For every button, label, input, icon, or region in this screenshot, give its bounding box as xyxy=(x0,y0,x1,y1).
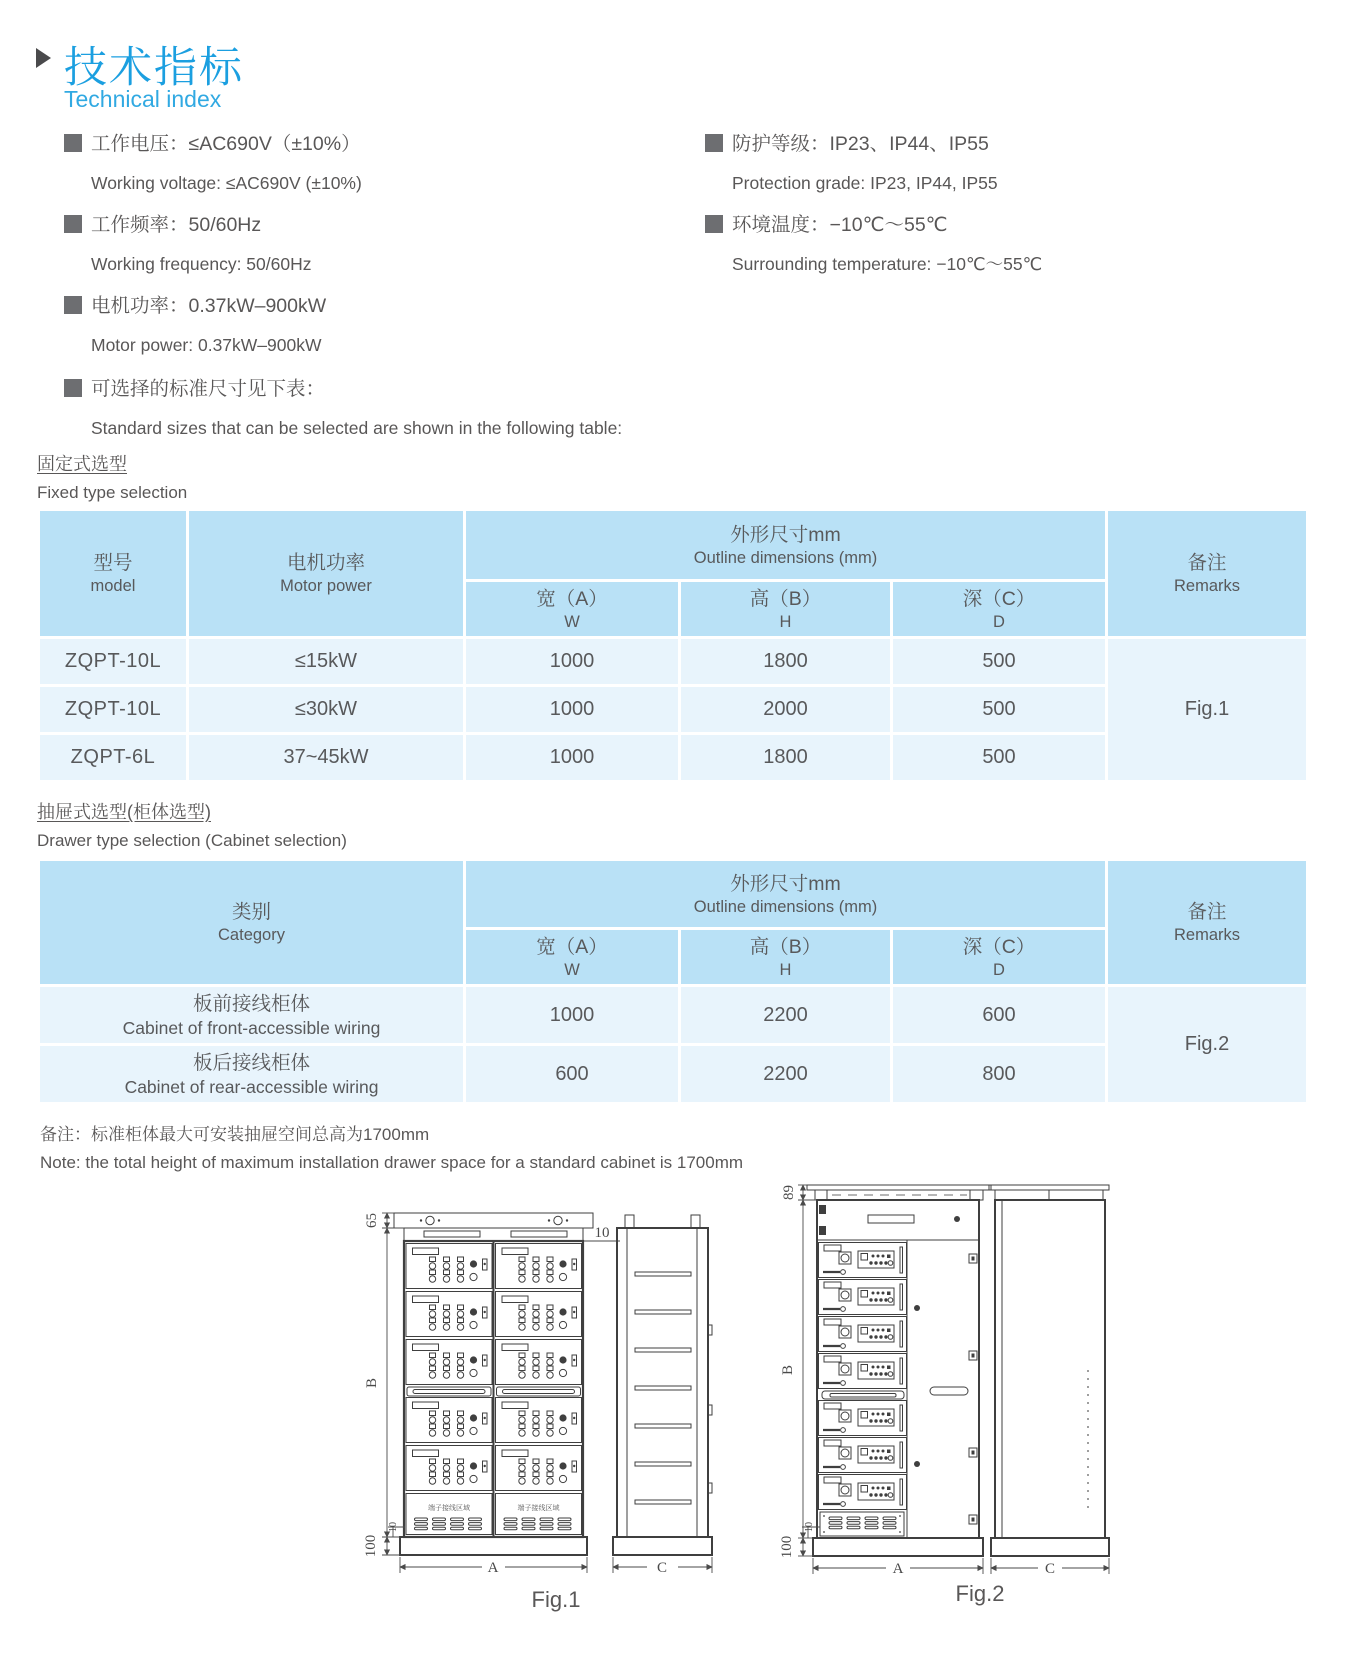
header-zh: 备注 xyxy=(1187,901,1227,923)
square-bullet-icon xyxy=(64,296,82,314)
square-bullet-icon xyxy=(64,379,82,397)
col-header-outline-dimensions xyxy=(466,511,1105,579)
section-drawer-type xyxy=(37,798,347,851)
fig2-dim-plinth-label: 100 xyxy=(779,1535,795,1559)
header-zh: 外形尺寸mm xyxy=(730,872,841,895)
spec-zh: 电机功率：0.37kW–900kW xyxy=(91,295,327,317)
header-en: H xyxy=(779,960,792,979)
width-cell: 1000 xyxy=(466,987,678,1043)
spec-working-voltage xyxy=(64,131,664,195)
fig1-dim-width-label: A xyxy=(487,1560,499,1576)
spec-list-right xyxy=(705,131,1325,293)
col-header-height xyxy=(681,930,890,984)
col-header-remarks xyxy=(1108,511,1306,636)
header-en: W xyxy=(564,960,580,979)
height-cell: 1800 xyxy=(681,639,890,684)
fig1-side-view xyxy=(613,1215,712,1555)
spec-motor-power xyxy=(64,293,664,357)
square-bullet-icon xyxy=(705,215,723,233)
header-zh: 型号 xyxy=(93,552,133,574)
fig2-dim-height-label: B xyxy=(780,1364,796,1376)
spec-list-left xyxy=(64,131,664,374)
header-en: Remarks xyxy=(1173,577,1240,595)
header-zh: 宽（A） xyxy=(536,935,608,958)
spec-surrounding-temperature xyxy=(705,212,1325,276)
header-zh: 高（B） xyxy=(749,587,822,610)
remark-cell: Fig.1 xyxy=(1108,639,1306,780)
depth-cell: 500 xyxy=(893,639,1105,684)
spec-en: Working frequency: 50/60Hz xyxy=(91,254,312,274)
fig1-dim-gap-label: 10 xyxy=(388,1522,399,1532)
spec-working-frequency xyxy=(64,212,664,276)
spec-en: Motor power: 0.37kW–900kW xyxy=(91,335,322,355)
header-en: D xyxy=(993,612,1005,631)
model-cell: ZQPT-6L xyxy=(40,735,186,780)
category-zh: 板前接线柜体 xyxy=(192,992,310,1015)
col-header-height xyxy=(681,582,890,636)
header-en: model xyxy=(90,577,136,595)
fig1-dim-plinth-label: 100 xyxy=(363,1534,379,1558)
fig1-dim-topright-label: 10 xyxy=(594,1225,610,1241)
table-row xyxy=(40,639,1306,684)
section-label-en: Fixed type selection xyxy=(37,483,188,502)
intro-zh: 可选择的标准尺寸见下表： xyxy=(91,378,326,400)
spec-en: Protection grade: IP23, IP44, IP55 xyxy=(732,173,998,193)
power-cell: ≤30kW xyxy=(189,687,463,732)
cabinet-drawings: 端子接线区域 65 B 10 100 10 A C Fig.1 89 B 10 100 A C Fig.2 xyxy=(330,1175,1120,1620)
category-en: Cabinet of rear-accessible wiring xyxy=(124,1076,379,1097)
height-cell: 1800 xyxy=(681,735,890,780)
section-label-en: Drawer type selection (Cabinet selection) xyxy=(37,831,347,850)
depth-cell: 600 xyxy=(893,987,1105,1043)
fig2-dim-gap-label: 10 xyxy=(804,1522,815,1532)
square-bullet-icon xyxy=(64,215,82,233)
square-bullet-icon xyxy=(705,134,723,152)
col-header-category xyxy=(40,861,463,984)
height-cell: 2200 xyxy=(681,1046,890,1102)
col-header-width xyxy=(466,930,678,984)
fig1-dim-cap-label: 65 xyxy=(364,1213,380,1228)
width-cell: 1000 xyxy=(466,687,678,732)
header-en: H xyxy=(779,612,792,631)
fixed-type-table xyxy=(37,508,1309,783)
section-label-zh: 抽屉式选型(柜体选型) xyxy=(37,802,211,822)
spec-zh: 工作电压：≤AC690V（±10%） xyxy=(91,133,361,155)
depth-cell: 500 xyxy=(893,687,1105,732)
header-en: Category xyxy=(218,926,285,944)
title-arrow-icon xyxy=(36,48,51,68)
header-zh: 高（B） xyxy=(749,935,822,958)
width-cell: 600 xyxy=(466,1046,678,1102)
header-en: Remarks xyxy=(1173,926,1240,944)
footnote-zh: 备注：标准柜体最大可安装抽屉空间总高为1700mm xyxy=(40,1125,430,1144)
footnote-en: Note: the total height of maximum installation drawer space for a standard cabinet is 1700mm xyxy=(40,1153,744,1172)
table-intro xyxy=(64,376,622,457)
fig2-front-view xyxy=(807,1185,991,1556)
model-cell: ZQPT-10L xyxy=(40,639,186,684)
fig1-front-view xyxy=(394,1213,593,1555)
intro-en: Standard sizes that can be selected are shown in the following table: xyxy=(91,418,623,438)
header-zh: 外形尺寸mm xyxy=(730,523,841,546)
section-label-zh: 固定式选型 xyxy=(37,454,127,474)
section-fixed-type xyxy=(37,450,187,503)
spec-en: Surrounding temperature: −10℃～55℃ xyxy=(732,254,1043,274)
spec-zh: 环境温度：−10℃～55℃ xyxy=(732,214,948,236)
header-zh: 备注 xyxy=(1187,552,1227,574)
fig2-caption: Fig.2 xyxy=(955,1581,1005,1606)
header-en: Outline dimensions (mm) xyxy=(693,548,878,567)
spec-protection-grade xyxy=(705,131,1325,195)
power-cell: ≤15kW xyxy=(189,639,463,684)
category-zh: 板后接线柜体 xyxy=(192,1051,310,1074)
height-cell: 2200 xyxy=(681,987,890,1043)
spec-zh: 防护等级：IP23、IP44、IP55 xyxy=(732,133,989,155)
fig1-dim-height-label: B xyxy=(364,1377,380,1389)
col-header-outline-dimensions xyxy=(466,861,1105,927)
header-en: D xyxy=(993,960,1005,979)
col-header-remarks xyxy=(1108,861,1306,984)
drawer-type-table xyxy=(37,858,1309,1105)
col-header-motor-power xyxy=(189,511,463,636)
fig2-dim-depth-label: C xyxy=(1044,1561,1056,1577)
header-en: Outline dimensions (mm) xyxy=(693,897,878,916)
category-en: Cabinet of front-accessible wiring xyxy=(122,1017,381,1038)
header-zh: 类别 xyxy=(231,901,271,923)
fig2-dim-cap-label: 89 xyxy=(781,1185,797,1200)
header-zh: 电机功率 xyxy=(286,552,365,574)
square-bullet-icon xyxy=(64,134,82,152)
model-cell: ZQPT-10L xyxy=(40,687,186,732)
header-zh: 宽（A） xyxy=(536,587,608,610)
table-row xyxy=(40,987,1306,1043)
remark-cell: Fig.2 xyxy=(1108,987,1306,1102)
spec-zh: 工作频率：50/60Hz xyxy=(91,214,262,236)
fig2-dim-width-label: A xyxy=(892,1561,904,1577)
height-cell: 2000 xyxy=(681,687,890,732)
depth-cell: 500 xyxy=(893,735,1105,780)
header-en: W xyxy=(564,612,580,631)
spec-en: Working voltage: ≤AC690V (±10%) xyxy=(91,173,362,193)
col-header-depth xyxy=(893,582,1105,636)
col-header-depth xyxy=(893,930,1105,984)
fig1-dim-depth-label: C xyxy=(656,1560,668,1576)
width-cell: 1000 xyxy=(466,639,678,684)
col-header-width xyxy=(466,582,678,636)
power-cell: 37~45kW xyxy=(189,735,463,780)
header-en: Motor power xyxy=(280,577,372,595)
depth-cell: 800 xyxy=(893,1046,1105,1102)
width-cell: 1000 xyxy=(466,735,678,780)
fig1-caption: Fig.1 xyxy=(531,1587,581,1612)
page-subtitle: Technical index xyxy=(64,86,222,112)
page-title: 技术指标 xyxy=(64,44,244,92)
header-zh: 深（C） xyxy=(962,935,1036,958)
col-header-model xyxy=(40,511,186,636)
category-cell xyxy=(40,987,463,1043)
header-zh: 深（C） xyxy=(962,587,1036,610)
footnote xyxy=(40,1121,743,1177)
category-cell xyxy=(40,1046,463,1102)
fig2-side-view xyxy=(989,1185,1109,1556)
